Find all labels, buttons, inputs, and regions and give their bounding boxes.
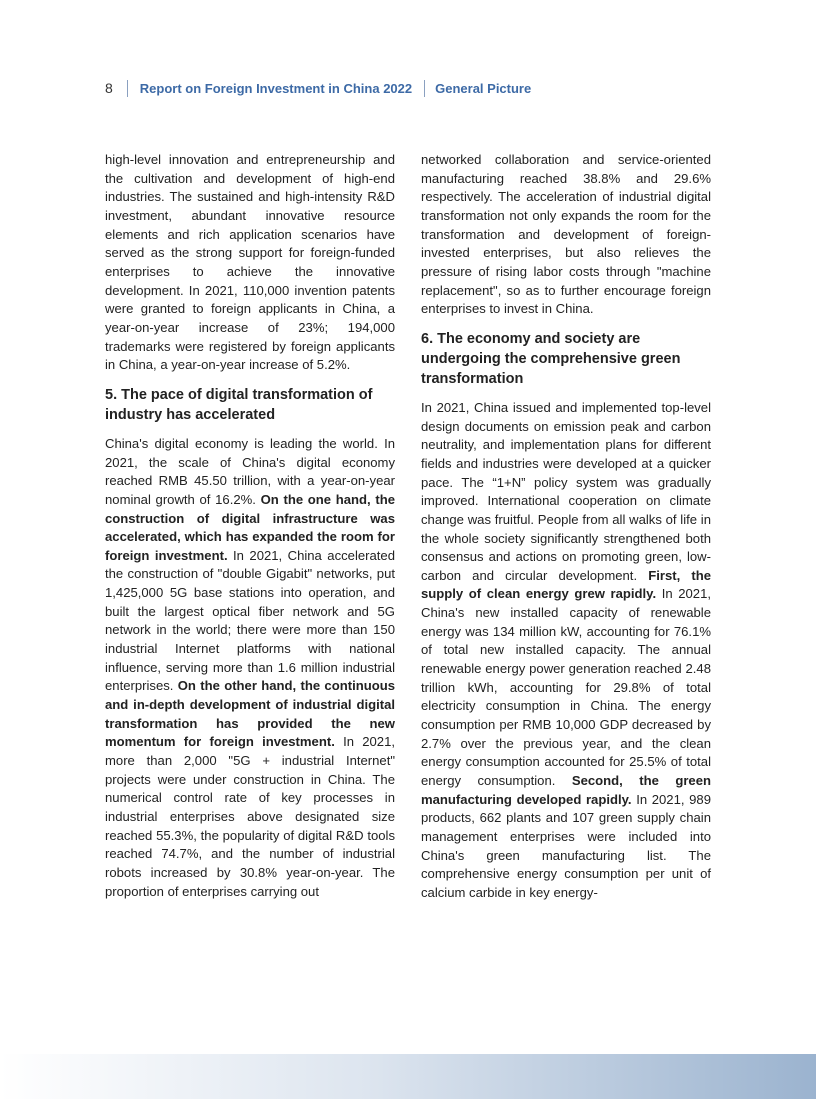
footer-gradient-band: [0, 1054, 816, 1099]
text-run: China's digital economy is leading the world. In 2021, the scale of China's digital economy reached RMB 45.50 trillion, with a year-on-year nominal growth of 16.2%.: [105, 435, 395, 507]
section-title: General Picture: [435, 80, 532, 96]
text-run: In 2021, China accelerated the construction of "double Gigabit" networks, put 1,425,000 5G base stations into operation, and built the largest optical fiber network and 5G network in the world; there were more than 150 industrial Internet platforms with national influence, serving more than 1.6 million industrial enterprises.: [105, 547, 395, 694]
report-title: Report on Foreign Investment in China 2022: [139, 80, 413, 96]
text-run: In 2021, China issued and implemented top-level design documents on emission peak and carbon neutrality, and implementation plans for different fields and industries were developed at a quicker pace. The “1+N” policy system was gradually improved. International cooperation on climate change was fruitful. People from all walks of life in the whole society significantly strengthened both consensus and actions on promoting green, low-carbon and circular development.: [421, 399, 711, 583]
page-header: [105, 78, 531, 98]
left-column: [105, 151, 395, 901]
paragraph: high-level innovation and entrepreneurship and the cultivation and development of high-end industries. The sustained and high-intensity R&D investment, abundant innovative resource elements and rich application scenarios have served as the strong support for foreign-funded enterprises to achieve the innovative development. In 2021, 110,000 invention patents were granted to foreign applicants in China, a year-on-year increase of 23%; 194,000 trademarks were registered by foreign applicants in China, a year-on-year increase of 5.2%.: [105, 152, 395, 373]
header-divider: [424, 80, 425, 97]
text-run: In 2021, China's new installed capacity of renewable energy was 134 million kW, accounting for 76.1% of total new installed capacity. The annual renewable energy power generation reached 2.48 trillion kWh, accounting for 29.8% of total electricity consumption in China. The energy consumption per RMB 10,000 GDP decreased by 2.7% over the previous year, and the clean energy consumption accounted for 25.5% of total energy consumption.: [421, 586, 712, 789]
right-column: [421, 151, 711, 903]
section-heading-6: 6. The economy and society are undergoing the comprehensive green transformation: [421, 330, 681, 387]
paragraph: [105, 435, 395, 901]
bold-text-run: First, the supply of clean energy grew rapidly.: [421, 567, 711, 602]
section-heading-5: 5. The pace of digital transformation of industry has accelerated: [105, 386, 373, 423]
paragraph: networked collaboration and service-oriented manufacturing reached 38.8% and 29.6% respectively. The acceleration of industrial digital transformation not only expands the room for the transformation and development of foreign-invested enterprises, but also relieves the pressure of rising labor costs through "machine replacement", so as to further encourage foreign enterprises to invest in China.: [421, 152, 711, 317]
bold-text-run: On the other hand, the continuous and in-depth development of industrial digital transformation has provided the new momentum for foreign investment.: [105, 678, 395, 750]
bold-text-run: On the one hand, the construction of digital infrastructure was accelerated, which has expanded the room for foreign investment.: [105, 491, 395, 563]
paragraph: [421, 399, 711, 903]
bold-text-run: Second, the green manufacturing developed rapidly.: [421, 773, 711, 807]
text-run: In 2021, more than 2,000 "5G + industrial Internet" projects were under construction in China. The numerical control rate of key processes in industrial enterprises above designated size reached 55.3%, the popularity of digital R&D tools reached 74.7%, and the number of industrial robots increased by 30.8% year-on-year. The proportion of enterprises carrying out: [105, 734, 395, 899]
page-number: 8: [105, 80, 113, 96]
header-divider: [127, 80, 128, 97]
text-run: In 2021, 989 products, 662 plants and 107 green supply chain management enterprises were included into China's green manufacturing list. The comprehensive energy consumption per unit of calcium carbide in key energy-: [421, 791, 711, 900]
